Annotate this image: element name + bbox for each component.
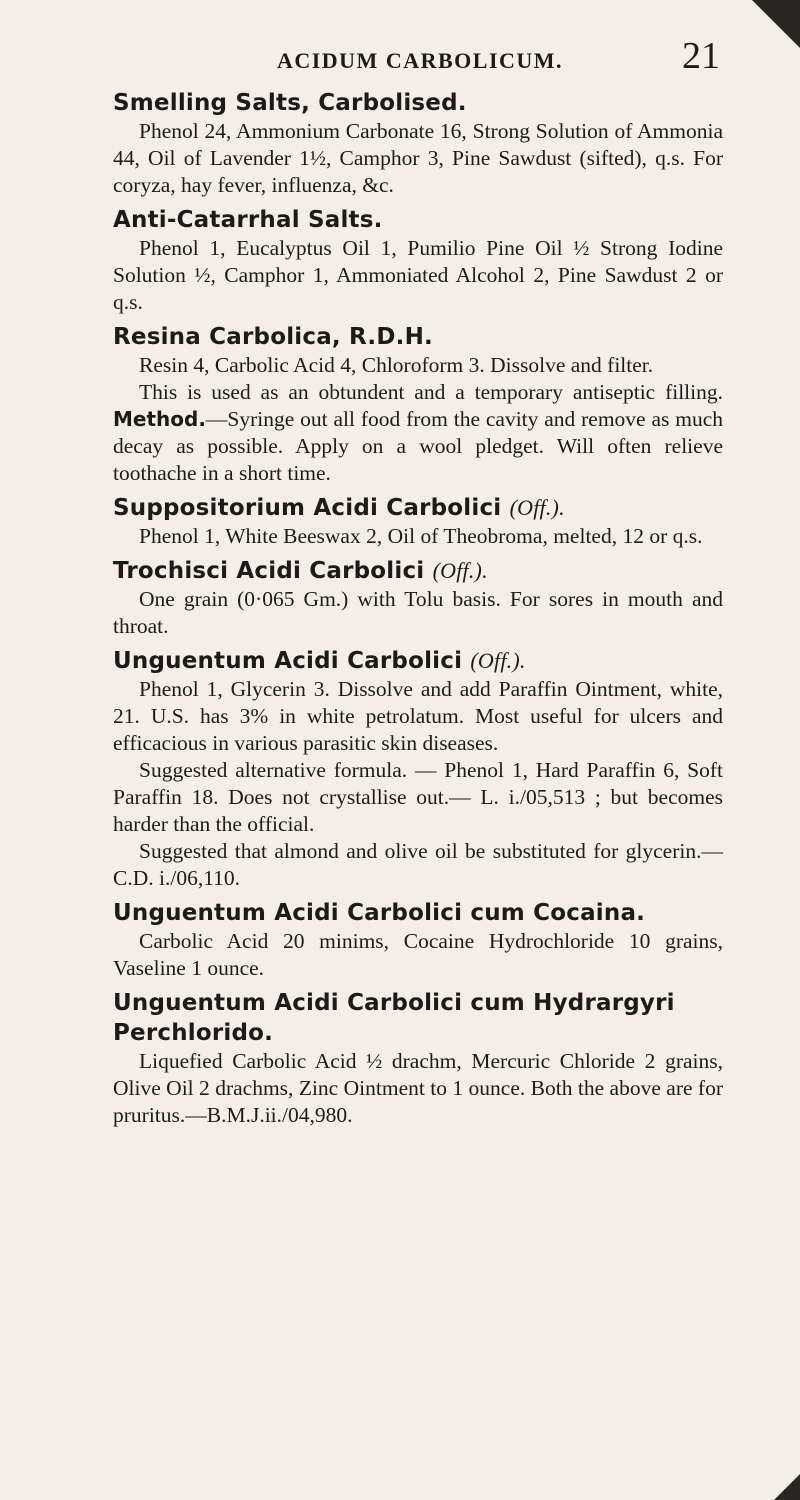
entry-text: Carbolic Acid 20 minims, Cocaine Hydrochloride 10 grains, Vaseline 1 ounce. [113,929,723,980]
page-content [113,88,723,1135]
entry-unguentum [113,646,723,892]
entry-heading-text: Suppositorium Acidi Carbolici [113,495,502,521]
method-label: Method. [113,407,206,431]
entry-text: Suggested alternative formula. — Phenol 1, Hard Paraffin 6, Soft Paraffin 18. Does not crystallise out.— L. i./05,513 ; but becomes harder than the official. [113,758,723,836]
entry-heading: Anti-Catarrhal Salts. [113,207,383,233]
page-corner-mark-bottom [774,1474,800,1500]
entry-heading [113,646,723,676]
entry-heading: Resina Carbolica, R.D.H. [113,324,433,350]
method-paragraph [113,379,723,487]
entry-heading-note: (Off.). [470,648,526,673]
entry-unguentum-cocaina [113,898,723,982]
entry-smelling-salts [113,88,723,199]
page-header [120,34,720,78]
entry-heading [113,556,723,586]
entry-text: Liquefied Carbolic Acid ½ drachm, Mercuric Chloride 2 grains, Olive Oil 2 drachms, Zinc Ointment to 1 ounce. Both the above are for pruritus.—B.M.J.ii./04,980. [113,1049,723,1127]
page-number: 21 [682,35,720,77]
entry-heading [113,493,723,523]
entry-text: Resin 4, Carbolic Acid 4, Chloroform 3. Dissolve and filter. [139,353,654,377]
entry-trochisci [113,556,723,640]
running-title: ACIDUM CARBOLICUM. [276,48,564,73]
entry-resina-carbolica [113,322,723,487]
entry-heading: Unguentum Acidi Carbolici cum Hydrargyri Perchlorido. [113,990,675,1046]
method-text-after: —Syringe out all food from the cavity and remove as much decay as possible. Apply on a wool pledget. Will often relieve toothache in a short time. [113,407,723,485]
entry-heading-note: (Off.). [432,558,488,583]
entry-text: Phenol 1, Glycerin 3. Dissolve and add Paraffin Ointment, white, 21. U.S. has 3% in white petrolatum. Most useful for ulcers and efficacious in various parasitic skin diseases. [113,677,723,755]
page-corner-mark [752,0,800,48]
entry-unguentum-hydrargyri [113,988,723,1129]
entry-heading-note: (Off.). [509,495,565,520]
method-text-before: This is used as an obtundent and a temporary antiseptic filling. [139,380,723,404]
entry-heading-text: Unguentum Acidi Carbolici [113,648,463,674]
entry-text: Phenol 1, White Beeswax 2, Oil of Theobroma, melted, 12 or q.s. [139,524,703,548]
entry-text: Suggested that almond and olive oil be substituted for glycerin.—C.D. i./06,110. [113,839,723,890]
entry-text: Phenol 1, Eucalyptus Oil 1, Pumilio Pine Oil ½ Strong Iodine Solution ½, Camphor 1, Ammoniated Alcohol 2, Pine Sawdust 2 or q.s. [113,236,723,314]
entry-anti-catarrhal-salts [113,205,723,316]
entry-heading-text: Trochisci Acidi Carbolici [113,558,425,584]
entry-heading: Smelling Salts, Carbolised. [113,90,467,116]
entry-heading: Unguentum Acidi Carbolici cum Cocaina. [113,900,646,926]
entry-text: Phenol 24, Ammonium Carbonate 16, Strong Solution of Ammonia 44, Oil of Lavender 1½, Camphor 3, Pine Sawdust (sifted), q.s. For coryza, hay fever, influenza, &c. [113,119,723,197]
entry-suppositorium [113,493,723,550]
entry-text: One grain (0·065 Gm.) with Tolu basis. For sores in mouth and throat. [113,587,723,638]
